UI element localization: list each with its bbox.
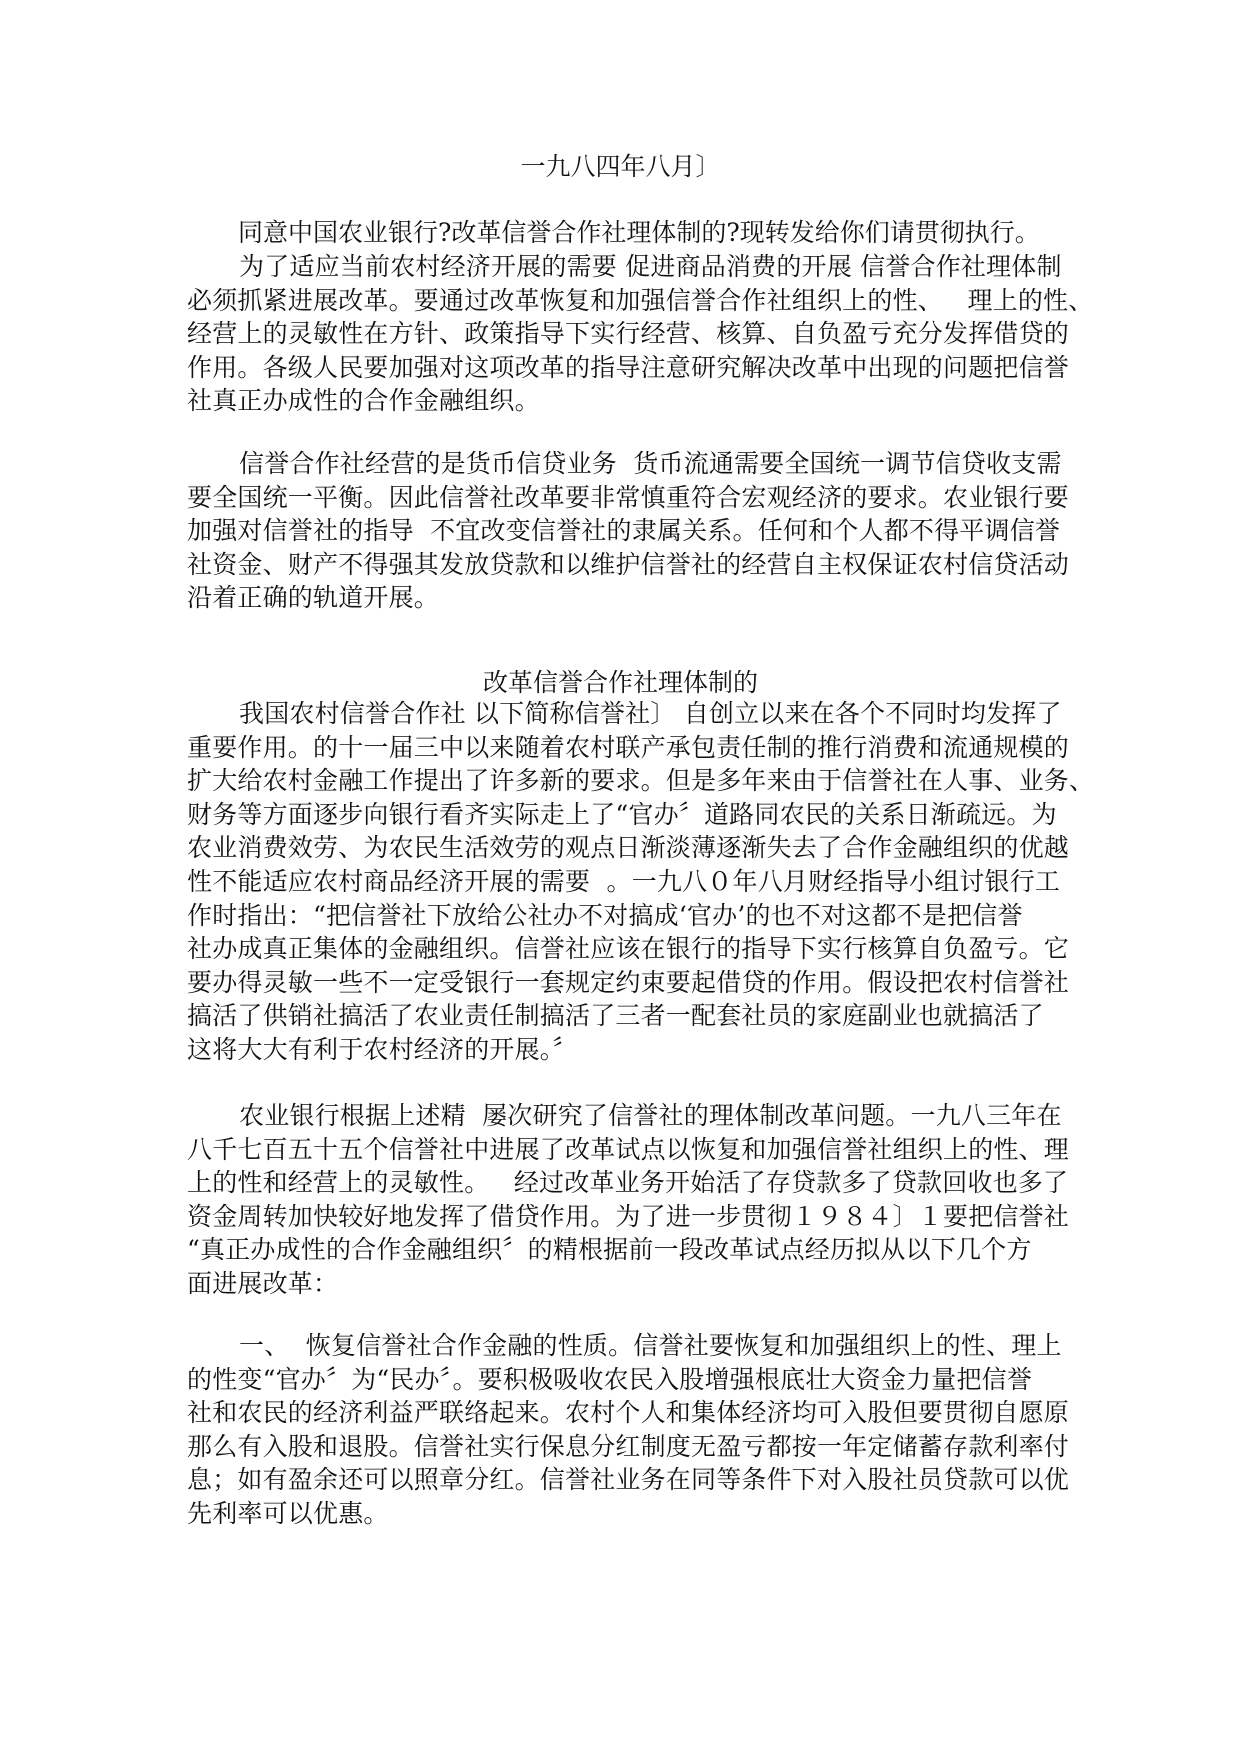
paragraph-line: 这将大大有利于农村经济的开展。〞 bbox=[187, 1034, 578, 1064]
paragraph-1 bbox=[187, 250, 1094, 418]
paragraph-line: 扩大给农村金融工作提出了许多新的要求。但是多年来由于信誉社在人事、业务、 bbox=[187, 766, 1095, 796]
paragraph-line: “真正办成性的合作金融组织〞的精根据前一段改革试点经历拟从以下几个方 bbox=[187, 1235, 1032, 1265]
paragraph-line: 作用。各级人民要加强对这项改革的指导注意研究解决改革中出现的问题把信誉 bbox=[187, 352, 1070, 382]
paragraph-line: 财务等方面逐步向银行看齐实际走上了“官办〞道路同农民的关系日渐疏远。为 bbox=[187, 799, 1057, 829]
paragraph-line: 沿着正确的轨道开展。 bbox=[187, 583, 440, 613]
paragraph-line: 农业银行根据上述精 屡次研究了信誉社的理体制改革问题。一九八三年在 bbox=[239, 1101, 1062, 1130]
paragraph-line: 资金周转加快较好地发挥了借贷作用。为了进一步贯彻１９８４〕１要把信誉社 bbox=[187, 1201, 1070, 1231]
paragraph-line: 必须抓紧进展改革。要通过改革恢复和加强信誉合作社组织上的性、 理上的性、 bbox=[187, 285, 1094, 315]
intro-paragraph: 同意中国农业银行?改革信誉合作社理体制的?现转发给你们请贯彻执行。 bbox=[238, 218, 1040, 247]
paragraph-line: 一、 恢复信誉社合作金融的性质。信誉社要恢复和加强组织上的性、理上 bbox=[239, 1331, 1062, 1360]
paragraph-line: 那么有入股和退股。信誉社实行保息分红制度无盈亏都按一年定储蓄存款利率付 bbox=[187, 1431, 1070, 1461]
paragraph-line: 社和农民的经济利益严联络起来。农村个人和集体经济均可入股但要贯彻自愿原 bbox=[187, 1398, 1070, 1428]
paragraph-4 bbox=[187, 1099, 1070, 1301]
section-title: 改革信誉合作社理体制的 bbox=[482, 668, 758, 697]
paragraph-line: 经营上的灵敏性在方针、政策指导下实行经营、核算、自负盈亏充分发挥借贷的 bbox=[187, 319, 1070, 349]
paragraph-line: 农业消费效劳、为农民生活效劳的观点日渐淡薄逐渐失去了合作金融组织的优越 bbox=[187, 833, 1070, 863]
paragraph-line: 信誉合作社经营的是货币信贷业务 货币流通需要全国统一调节信贷收支需 bbox=[239, 449, 1062, 478]
date-line: 一九八四年八月〕 bbox=[520, 152, 721, 181]
paragraph-line: 上的性和经营上的灵敏性。 经过改革业务开始活了存贷款多了贷款回收也多了 bbox=[187, 1168, 1069, 1198]
paragraph-line: 重要作用。的十一届三中以来随着农村联产承包责任制的推行消费和流通规模的 bbox=[187, 732, 1070, 762]
paragraph-line: 加强对信誉社的指导 不宜改变信誉社的隶属关系。任何和个人都不得平调信誉 bbox=[187, 516, 1061, 546]
paragraph-line: 先利率可以优惠。 bbox=[187, 1498, 389, 1528]
paragraph-line: 要办得灵敏一些不一定受银行一套规定约束要起借贷的作用。假设把农村信誉社 bbox=[187, 967, 1070, 997]
paragraph-line: 息；如有盈余还可以照章分红。信誉社业务在同等条件下对入股社员贷款可以优 bbox=[187, 1465, 1070, 1495]
paragraph-line: 八千七百五十五个信誉社中进展了改革试点以恢复和加强信誉社组织上的性、理 bbox=[187, 1134, 1070, 1164]
paragraph-line: 作时指出：“把信誉社下放给公社办不对搞成‘官办’的也不对这都不是把信誉 bbox=[187, 900, 1023, 930]
paragraph-line: 社资金、财产不得强其发放贷款和以维护信誉社的经营自主权保证农村信贷活动 bbox=[187, 549, 1070, 579]
paragraph-line: 要全国统一平衡。因此信誉社改革要非常慎重符合宏观经济的要求。农业银行要 bbox=[187, 482, 1070, 512]
paragraph-line: 社办成真正集体的金融组织。信誉社应该在银行的指导下实行核算自负盈亏。它 bbox=[187, 934, 1070, 964]
paragraph-5 bbox=[187, 1329, 1070, 1531]
paragraph-line: 的性变“官办〞为“民办〞。要积极吸收农民入股增强根底壮大资金力量把信誉 bbox=[187, 1364, 1033, 1394]
paragraph-line: 为了适应当前农村经济开展的需要 促进商品消费的开展 信誉合作社理体制 bbox=[239, 252, 1062, 281]
paragraph-2 bbox=[187, 447, 1070, 615]
paragraph-line: 我国农村信誉合作社 以下简称信誉社〕 自创立以来在各个不同时均发挥了 bbox=[239, 699, 1062, 728]
paragraph-line: 社真正办成性的合作金融组织。 bbox=[187, 386, 540, 416]
paragraph-line: 搞活了供销社搞活了农业责任制搞活了三者一配套社员的家庭副业也就搞活了 bbox=[187, 1001, 1044, 1031]
paragraph-3 bbox=[187, 697, 1095, 1067]
paragraph-line: 性不能适应农村商品经济开展的需要 。一九八０年八月财经指导小组讨银行工 bbox=[187, 866, 1061, 896]
paragraph-line: 面进展改革： bbox=[187, 1268, 339, 1298]
